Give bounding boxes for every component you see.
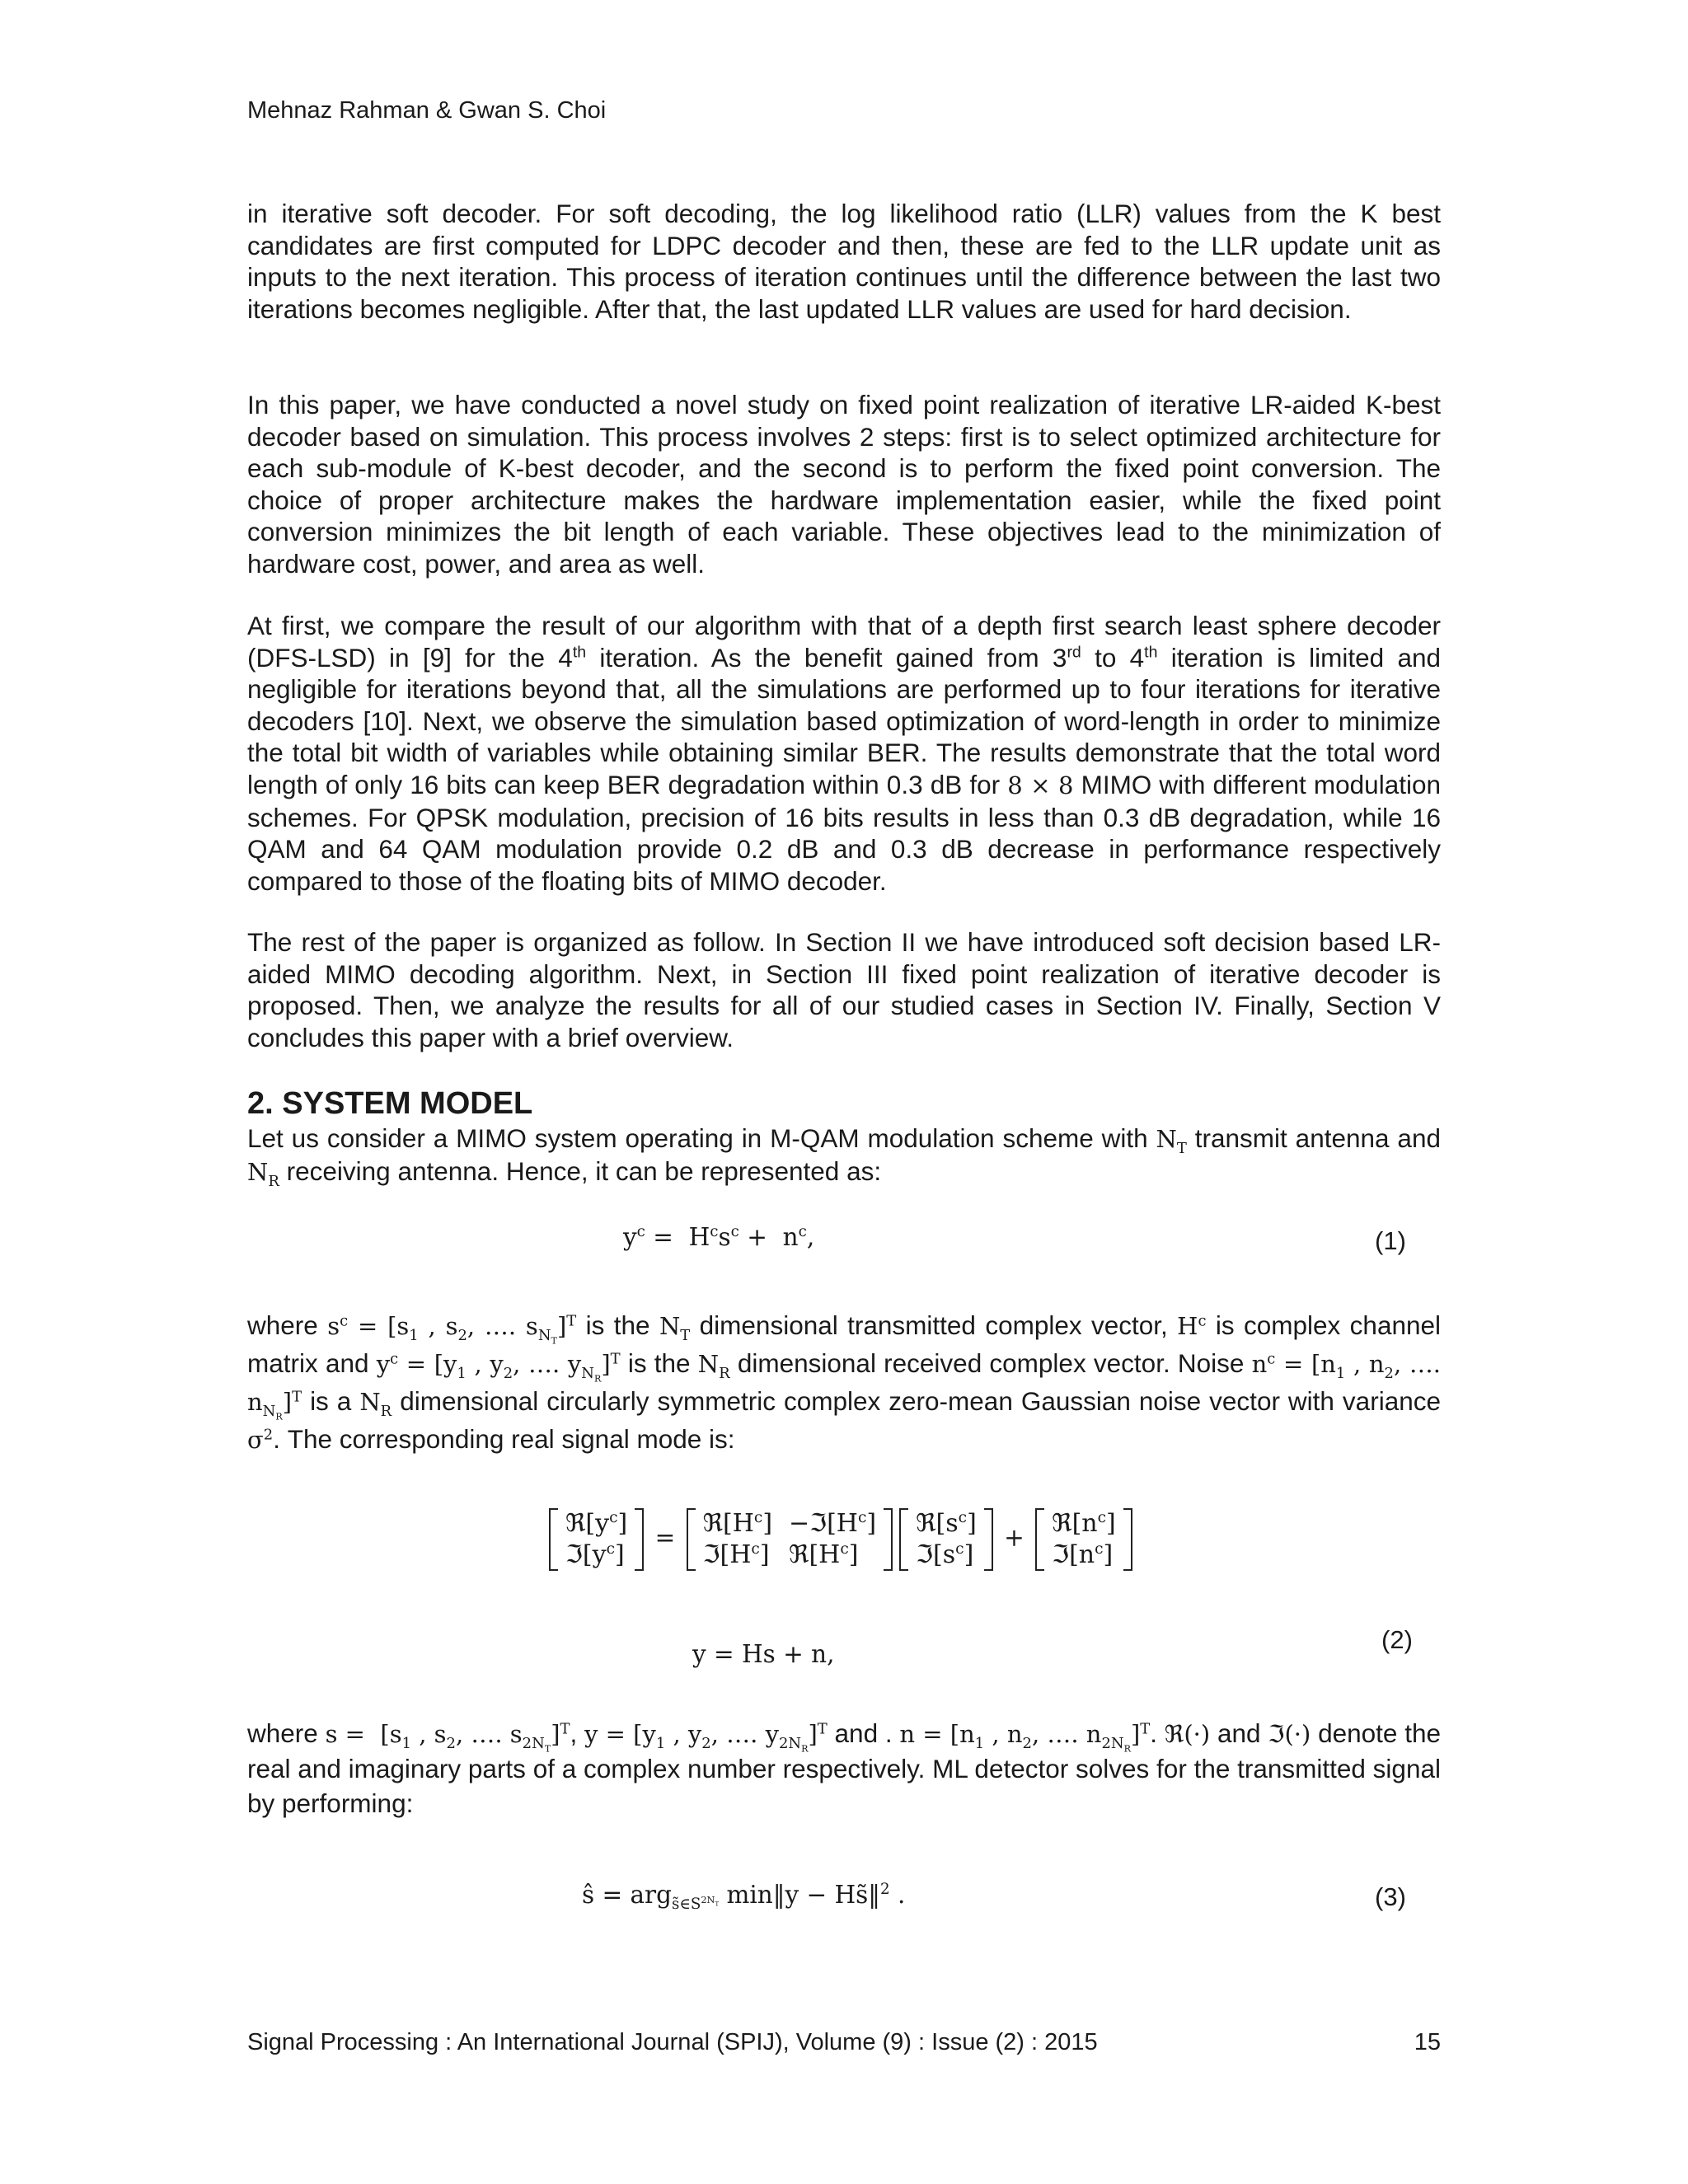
section-heading: 2. SYSTEM MODEL <box>247 1086 533 1121</box>
ordinal-suffix: th <box>1144 643 1158 662</box>
text-segment: is a <box>302 1386 360 1416</box>
paragraph-vector-definitions <box>247 1307 1441 1459</box>
matrix-s: $ℜ[s^c]$ $ℑ[s^c]$ <box>899 1508 993 1571</box>
math-nr: $N_R$ <box>697 1350 730 1382</box>
equation-1-number: (1) <box>1375 1226 1406 1255</box>
text-segment: is the <box>620 1348 698 1378</box>
page-number: 15 <box>1414 2029 1441 2055</box>
equation-3: ŝ = arg$_{s̃\in S^{2N_T}}$ min‖y − Hs̃‖$^2$ . <box>582 1881 906 1913</box>
math-imag-op: ℑ(·) <box>1268 1720 1311 1748</box>
equation-2-matrix: $ℜ[y^c]$ $ℑ[y^c]$ = $ℜ[H^c]$ $-ℑ[H^c]$ $ℑ[H^c]$ $ℜ[H^c]$ $ℜ[s^c]$ $ℑ[s^c]$ + $ℜ[n^c]$ $ℑ[n^c]$ <box>546 1508 1136 1571</box>
paragraph-system-intro <box>247 1122 1441 1188</box>
math-nt: $N_T$ <box>659 1312 691 1344</box>
paragraph-paper-organization: The rest of the paper is organized as follow. In Section II we have introduced soft decision based LR-aided MIMO decoding algorithm. Next, in Section III fixed point realization of iterative decoder is proposed. Then, we analyze the results for all of our studied cases in Section IV. Finally, Section V concludes this paper with a brief overview. <box>247 927 1441 1052</box>
ordinal-suffix: th <box>572 643 587 662</box>
matrix-h: $ℜ[H^c]$ $-ℑ[H^c]$ $ℑ[H^c]$ $ℜ[H^c]$ <box>687 1508 893 1571</box>
text-segment: receiving antenna. Hence, it can be represented as: <box>279 1155 882 1186</box>
paragraph-real-vector-definitions <box>247 1716 1441 1821</box>
equation-2-number: (2) <box>1381 1625 1413 1654</box>
text-segment: , <box>570 1718 585 1748</box>
text-segment: dimensional circularly symmetric complex zero-mean Gaussian noise vector with variance <box>392 1386 1441 1416</box>
running-header: Mehnaz Rahman & Gwan S. Choi <box>247 97 607 124</box>
math-nr: $N_R$ <box>359 1388 392 1420</box>
text-segment: is complex channel matrix and <box>247 1310 1442 1378</box>
ordinal-suffix: rd <box>1067 643 1081 662</box>
text-segment: At first, we compare the result of our algorithm with that of a depth first search least sphere decoder (DFS-LSD) in [9] for the 4 <box>247 611 1441 673</box>
text-segment: . The corresponding real signal mode is: <box>273 1424 735 1454</box>
math-n-vector: $n = [n_1$ , $n_2$, …. $n_{2N_R}]^T$ <box>899 1720 1151 1755</box>
text-segment: Let us consider a MIMO system operating in M-QAM modulation scheme with <box>247 1123 1156 1153</box>
math-sigma-squared: $\sigma^2$ <box>247 1426 274 1454</box>
paragraph-results-summary <box>247 610 1441 897</box>
matrix-n: $ℜ[n^c]$ $ℑ[n^c]$ <box>1035 1508 1132 1571</box>
math-hc: $H^c$ <box>1177 1312 1207 1340</box>
journal-footer: Signal Processing : An International Journal (SPIJ), Volume (9) : Issue (2) : 2015 <box>247 2029 1098 2055</box>
text-segment: where <box>247 1310 328 1340</box>
math-nr: $N_R$ <box>247 1157 279 1190</box>
text-segment: and . <box>827 1718 900 1748</box>
text-segment: to 4 <box>1081 642 1145 673</box>
math-s-vector: $s = [s_1$ , $s_2$, …. $s_{2N_T}]^T$ <box>325 1720 570 1755</box>
math-nt: $N_T$ <box>1156 1125 1187 1157</box>
text-segment: dimensional received complex vector. Noise <box>729 1348 1252 1378</box>
text-segment: iteration is limited and negligible for iterations beyond that, all the simulations are performed up to four iterations for iterative decoders [10]. Next, we observe the simulation based optimization of word-length in order to minimize the total bit width of variables while obtaining similar BER. The results demonstrate that the total word length of only 16 bits can keep BER degradation within 0.3 dB for <box>247 642 1442 799</box>
text-segment: dimensional transmitted complex vector, <box>690 1310 1178 1340</box>
math-sc-vector: $s^c = [s_1$ , $s_2$, …. $s_{N_T}]^T$ <box>327 1312 577 1347</box>
equation-3-number: (3) <box>1375 1882 1406 1911</box>
math-nc-vector: $n^c = [n_1$ , $n_2$, …. $n_{N_R}]^T$ <box>247 1350 1442 1422</box>
paragraph-iterative-soft-decoder: in iterative soft decoder. For soft decoding, the log likelihood ratio (LLR) values from the K best candidates are first computed for LDPC decoder and then, these are fed to the LLR update unit as inputs to the next iteration. This process of iteration continues until the difference between the last two iterations becomes negligible. After that, the last updated LLR values are used for hard decision. <box>247 199 1441 324</box>
equation-1: $y^c = H^cs^c + n^c$, <box>623 1223 815 1251</box>
math-yc-vector: $y^c = [y_1$ , $y_2$, …. $y_{N_R}]^T$ <box>376 1350 621 1385</box>
text-segment: transmit antenna and <box>1194 1123 1441 1153</box>
text-segment: is the <box>576 1310 659 1340</box>
text-segment: denote the real and imaginary parts of a complex number respectively. ML detector solves for the transmitted signal by performing: <box>247 1718 1441 1818</box>
math-real-op: ℜ(·) <box>1164 1720 1211 1748</box>
paragraph-paper-contribution: In this paper, we have conducted a novel study on fixed point realization of iterative LR-aided K-best decoder based on simulation. This process involves 2 steps: first is to select optimized architecture for each sub-module of K-best decoder, and the second is to perform the fixed point conversion. The choice of proper architecture makes the hardware implementation easier, while the fixed point conversion minimizes the bit length of each variable. These objectives lead to the minimization of hardware cost, power, and area as well. <box>247 390 1441 579</box>
text-segment: . <box>1150 1718 1165 1748</box>
text-segment: MIMO with different modulation schemes. For QPSK modulation, precision of 16 bits results in less than 0.3 dB degradation, while 16 QAM and 64 QAM modulation provide 0.2 dB and 0.3 dB decrease in performance respectively compared to those of the floating bits of MIMO decoder. <box>247 769 1441 896</box>
matrix-y: $ℜ[y^c]$ $ℑ[y^c]$ <box>549 1508 644 1571</box>
text-segment: and <box>1210 1718 1268 1748</box>
mimo-size-math: 8 × 8 <box>1007 771 1074 799</box>
math-y-vector: $y = [y_1$ , $y_2$, …. $y_{2N_R}]^T$ <box>584 1720 828 1755</box>
text-segment: iteration. As the benefit gained from 3 <box>586 642 1067 673</box>
text-segment: where <box>247 1718 326 1748</box>
equation-2-real: y = Hs + n, <box>692 1640 835 1668</box>
